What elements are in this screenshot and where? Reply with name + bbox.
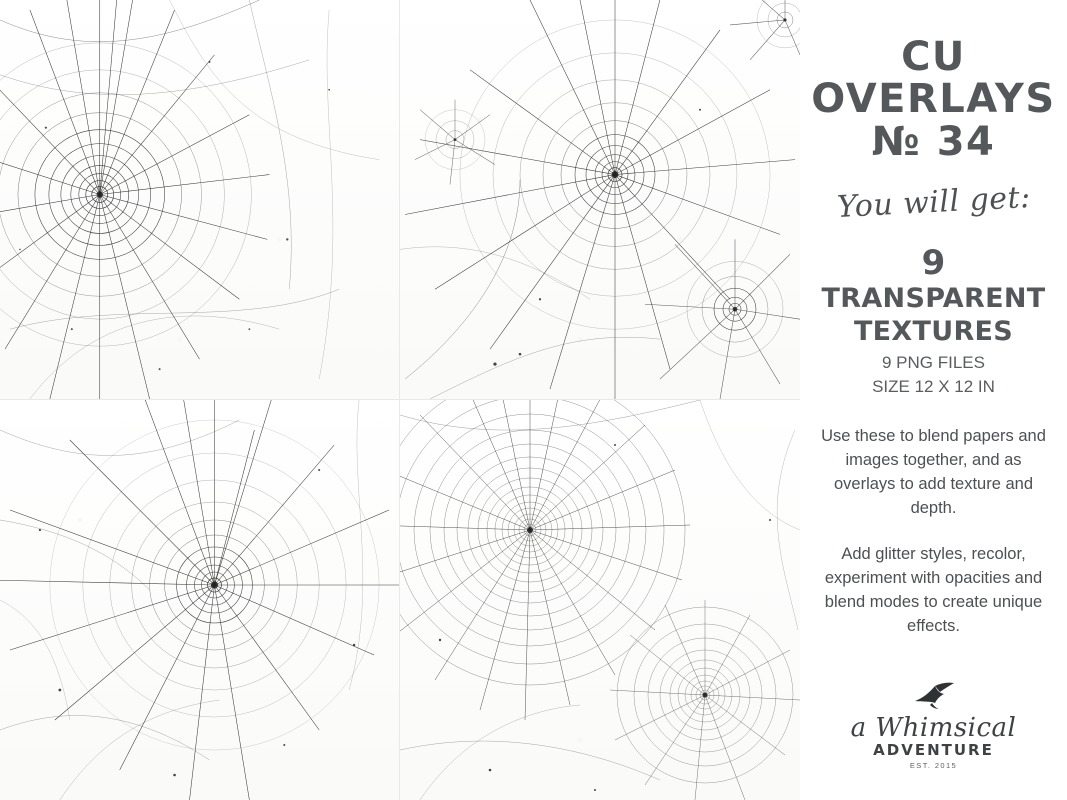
count-label-line-2: TEXTURES xyxy=(853,316,1014,348)
spiderweb-icon xyxy=(400,0,800,399)
preview-cell-4[interactable] xyxy=(400,400,800,800)
brand-logo xyxy=(851,681,1017,770)
info-panel xyxy=(800,0,1067,800)
preview-cell-3[interactable] xyxy=(0,400,400,800)
title-line-1: CU xyxy=(901,34,966,80)
title-line-2: OVERLAYS xyxy=(811,76,1056,123)
preview-cell-2[interactable] xyxy=(400,0,800,400)
description-paragraph-1: Use these to blend papers and images together, and as overlays to add texture and depth. xyxy=(821,427,1046,518)
spec-size: SIZE 12 X 12 IN xyxy=(872,377,995,397)
spec-file-count: 9 PNG FILES xyxy=(882,353,985,373)
brand-subtitle: ADVENTURE xyxy=(873,741,994,759)
script-tagline: You will get: xyxy=(835,180,1032,226)
description-paragraph-2: Add glitter styles, recolor, experiment with opacities and blend modes to create unique effects. xyxy=(824,545,1043,635)
count-label-line-1: TRANSPARENT xyxy=(821,283,1046,315)
preview-cell-1[interactable] xyxy=(0,0,400,400)
bird-icon-svg xyxy=(911,681,957,711)
brand-name: a Whimsical xyxy=(850,713,1017,743)
title-line-3: № 34 xyxy=(871,118,996,165)
spiderweb-icon xyxy=(0,400,399,800)
texture-count: 9 xyxy=(921,243,946,284)
spiderweb-icon xyxy=(400,400,800,800)
bird-icon xyxy=(911,681,957,711)
product-title xyxy=(811,36,1055,163)
spiderweb-icon xyxy=(0,0,399,399)
brand-established: EST. 2015 xyxy=(909,761,958,770)
